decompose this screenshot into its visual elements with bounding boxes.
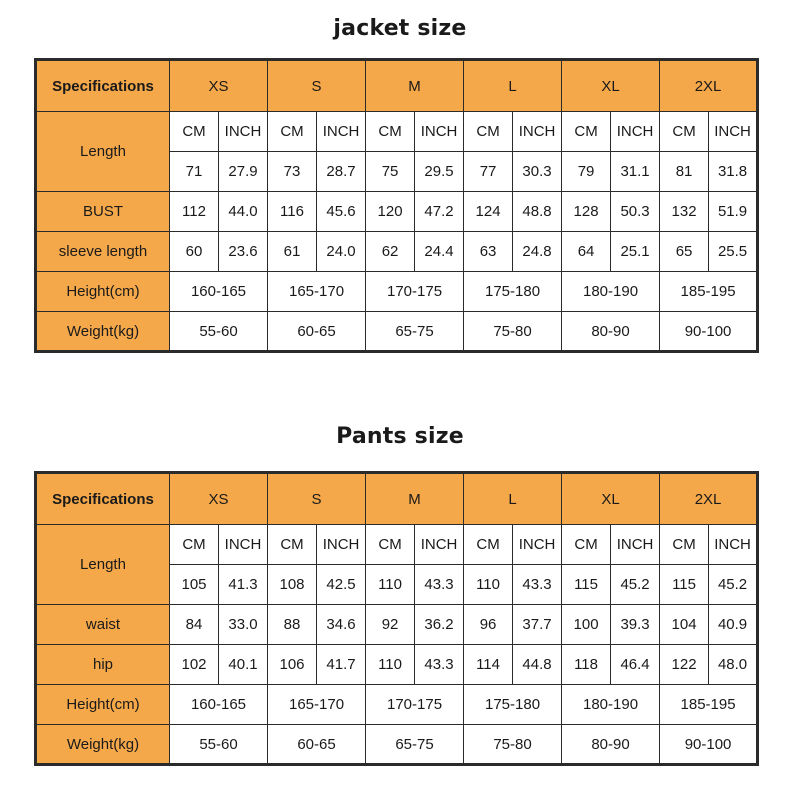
unit-cm-cell: CM — [562, 525, 611, 565]
row-label-sleeve-length: sleeve length — [36, 232, 170, 272]
cm-value-cell: 110 — [366, 645, 415, 685]
size-header-2xl: 2XL — [660, 473, 758, 525]
unit-inch-cell: INCH — [513, 112, 562, 152]
inch-value-cell: 51.9 — [709, 192, 758, 232]
cm-value-cell: 120 — [366, 192, 415, 232]
range-value-cell: 175-180 — [464, 685, 562, 725]
heightcm-row — [36, 272, 758, 312]
inch-value-cell: 37.7 — [513, 605, 562, 645]
inch-value-cell: 41.3 — [219, 565, 268, 605]
size-header-xl: XL — [562, 60, 660, 112]
row-label-waist: waist — [36, 605, 170, 645]
range-value-cell: 160-165 — [170, 685, 268, 725]
unit-inch-cell: INCH — [709, 112, 758, 152]
bust-row — [36, 192, 758, 232]
range-value-cell: 55-60 — [170, 725, 268, 765]
unit-cm-cell: CM — [464, 525, 513, 565]
cm-value-cell: 77 — [464, 152, 513, 192]
unit-cm-cell: CM — [268, 112, 317, 152]
range-value-cell: 55-60 — [170, 312, 268, 352]
cm-value-cell: 60 — [170, 232, 219, 272]
header-row — [36, 60, 758, 112]
weightkg-row — [36, 725, 758, 765]
unit-inch-cell: INCH — [513, 525, 562, 565]
range-value-cell: 75-80 — [464, 725, 562, 765]
cm-value-cell: 122 — [660, 645, 709, 685]
size-header-xl: XL — [562, 473, 660, 525]
specifications-header: Specifications — [36, 473, 170, 525]
inch-value-cell: 33.0 — [219, 605, 268, 645]
inch-value-cell: 31.8 — [709, 152, 758, 192]
cm-value-cell: 92 — [366, 605, 415, 645]
heightcm-row — [36, 685, 758, 725]
inch-value-cell: 24.0 — [317, 232, 366, 272]
cm-value-cell: 115 — [660, 565, 709, 605]
size-header-m: M — [366, 473, 464, 525]
range-value-cell: 175-180 — [464, 272, 562, 312]
inch-value-cell: 23.6 — [219, 232, 268, 272]
cm-value-cell: 104 — [660, 605, 709, 645]
unit-cm-cell: CM — [660, 112, 709, 152]
size-header-s: S — [268, 473, 366, 525]
inch-value-cell: 43.3 — [415, 565, 464, 605]
inch-value-cell: 48.8 — [513, 192, 562, 232]
pants-size-table — [34, 471, 759, 766]
range-value-cell: 65-75 — [366, 312, 464, 352]
unit-inch-cell: INCH — [317, 525, 366, 565]
inch-value-cell: 28.7 — [317, 152, 366, 192]
length-unit-row — [36, 525, 758, 565]
cm-value-cell: 75 — [366, 152, 415, 192]
row-label-hip: hip — [36, 645, 170, 685]
jacket-size-title: jacket size — [333, 16, 467, 41]
inch-value-cell: 48.0 — [709, 645, 758, 685]
cm-value-cell: 71 — [170, 152, 219, 192]
cm-value-cell: 81 — [660, 152, 709, 192]
inch-value-cell: 36.2 — [415, 605, 464, 645]
unit-cm-cell: CM — [268, 525, 317, 565]
row-label-length: Length — [36, 525, 170, 605]
inch-value-cell: 50.3 — [611, 192, 660, 232]
range-value-cell: 80-90 — [562, 725, 660, 765]
waist-row — [36, 605, 758, 645]
cm-value-cell: 106 — [268, 645, 317, 685]
unit-inch-cell: INCH — [611, 525, 660, 565]
row-label-weightkg: Weight(kg) — [36, 312, 170, 352]
size-header-m: M — [366, 60, 464, 112]
inch-value-cell: 24.4 — [415, 232, 464, 272]
cm-value-cell: 102 — [170, 645, 219, 685]
range-value-cell: 90-100 — [660, 725, 758, 765]
inch-value-cell: 31.1 — [611, 152, 660, 192]
row-label-heightcm: Height(cm) — [36, 685, 170, 725]
size-header-xs: XS — [170, 60, 268, 112]
inch-value-cell: 41.7 — [317, 645, 366, 685]
specifications-header: Specifications — [36, 60, 170, 112]
cm-value-cell: 116 — [268, 192, 317, 232]
sleeve-length-row — [36, 232, 758, 272]
cm-value-cell: 64 — [562, 232, 611, 272]
range-value-cell: 65-75 — [366, 725, 464, 765]
inch-value-cell: 25.5 — [709, 232, 758, 272]
cm-value-cell: 73 — [268, 152, 317, 192]
length-unit-row — [36, 112, 758, 152]
inch-value-cell: 43.3 — [513, 565, 562, 605]
size-header-2xl: 2XL — [660, 60, 758, 112]
range-value-cell: 90-100 — [660, 312, 758, 352]
size-header-s: S — [268, 60, 366, 112]
size-header-xs: XS — [170, 473, 268, 525]
cm-value-cell: 108 — [268, 565, 317, 605]
unit-inch-cell: INCH — [709, 525, 758, 565]
cm-value-cell: 65 — [660, 232, 709, 272]
row-label-heightcm: Height(cm) — [36, 272, 170, 312]
range-value-cell: 165-170 — [268, 685, 366, 725]
inch-value-cell: 29.5 — [415, 152, 464, 192]
inch-value-cell: 25.1 — [611, 232, 660, 272]
cm-value-cell: 88 — [268, 605, 317, 645]
cm-value-cell: 79 — [562, 152, 611, 192]
unit-inch-cell: INCH — [219, 525, 268, 565]
cm-value-cell: 110 — [366, 565, 415, 605]
range-value-cell: 75-80 — [464, 312, 562, 352]
unit-inch-cell: INCH — [415, 525, 464, 565]
inch-value-cell: 27.9 — [219, 152, 268, 192]
row-label-bust: BUST — [36, 192, 170, 232]
inch-value-cell: 34.6 — [317, 605, 366, 645]
range-value-cell: 185-195 — [660, 685, 758, 725]
unit-cm-cell: CM — [170, 525, 219, 565]
size-header-l: L — [464, 473, 562, 525]
inch-value-cell: 42.5 — [317, 565, 366, 605]
unit-cm-cell: CM — [366, 112, 415, 152]
inch-value-cell: 40.1 — [219, 645, 268, 685]
cm-value-cell: 132 — [660, 192, 709, 232]
cm-value-cell: 110 — [464, 565, 513, 605]
cm-value-cell: 63 — [464, 232, 513, 272]
cm-value-cell: 124 — [464, 192, 513, 232]
inch-value-cell: 39.3 — [611, 605, 660, 645]
range-value-cell: 160-165 — [170, 272, 268, 312]
inch-value-cell: 30.3 — [513, 152, 562, 192]
range-value-cell: 180-190 — [562, 685, 660, 725]
range-value-cell: 60-65 — [268, 725, 366, 765]
cm-value-cell: 61 — [268, 232, 317, 272]
unit-cm-cell: CM — [464, 112, 513, 152]
inch-value-cell: 44.0 — [219, 192, 268, 232]
inch-value-cell: 40.9 — [709, 605, 758, 645]
inch-value-cell: 45.2 — [709, 565, 758, 605]
cm-value-cell: 84 — [170, 605, 219, 645]
range-value-cell: 80-90 — [562, 312, 660, 352]
inch-value-cell: 47.2 — [415, 192, 464, 232]
inch-value-cell: 24.8 — [513, 232, 562, 272]
range-value-cell: 170-175 — [366, 685, 464, 725]
unit-inch-cell: INCH — [611, 112, 660, 152]
range-value-cell: 185-195 — [660, 272, 758, 312]
inch-value-cell: 43.3 — [415, 645, 464, 685]
cm-value-cell: 115 — [562, 565, 611, 605]
range-value-cell: 170-175 — [366, 272, 464, 312]
pants-size-title: Pants size — [336, 424, 464, 449]
unit-cm-cell: CM — [660, 525, 709, 565]
range-value-cell: 60-65 — [268, 312, 366, 352]
range-value-cell: 180-190 — [562, 272, 660, 312]
unit-inch-cell: INCH — [415, 112, 464, 152]
inch-value-cell: 45.6 — [317, 192, 366, 232]
cm-value-cell: 62 — [366, 232, 415, 272]
inch-value-cell: 45.2 — [611, 565, 660, 605]
range-value-cell: 165-170 — [268, 272, 366, 312]
unit-inch-cell: INCH — [317, 112, 366, 152]
cm-value-cell: 112 — [170, 192, 219, 232]
cm-value-cell: 128 — [562, 192, 611, 232]
unit-cm-cell: CM — [562, 112, 611, 152]
hip-row — [36, 645, 758, 685]
cm-value-cell: 105 — [170, 565, 219, 605]
cm-value-cell: 118 — [562, 645, 611, 685]
header-row — [36, 473, 758, 525]
inch-value-cell: 44.8 — [513, 645, 562, 685]
row-label-weightkg: Weight(kg) — [36, 725, 170, 765]
inch-value-cell: 46.4 — [611, 645, 660, 685]
cm-value-cell: 96 — [464, 605, 513, 645]
unit-cm-cell: CM — [170, 112, 219, 152]
size-header-l: L — [464, 60, 562, 112]
weightkg-row — [36, 312, 758, 352]
cm-value-cell: 100 — [562, 605, 611, 645]
unit-inch-cell: INCH — [219, 112, 268, 152]
row-label-length: Length — [36, 112, 170, 192]
unit-cm-cell: CM — [366, 525, 415, 565]
jacket-size-table — [34, 58, 759, 353]
cm-value-cell: 114 — [464, 645, 513, 685]
